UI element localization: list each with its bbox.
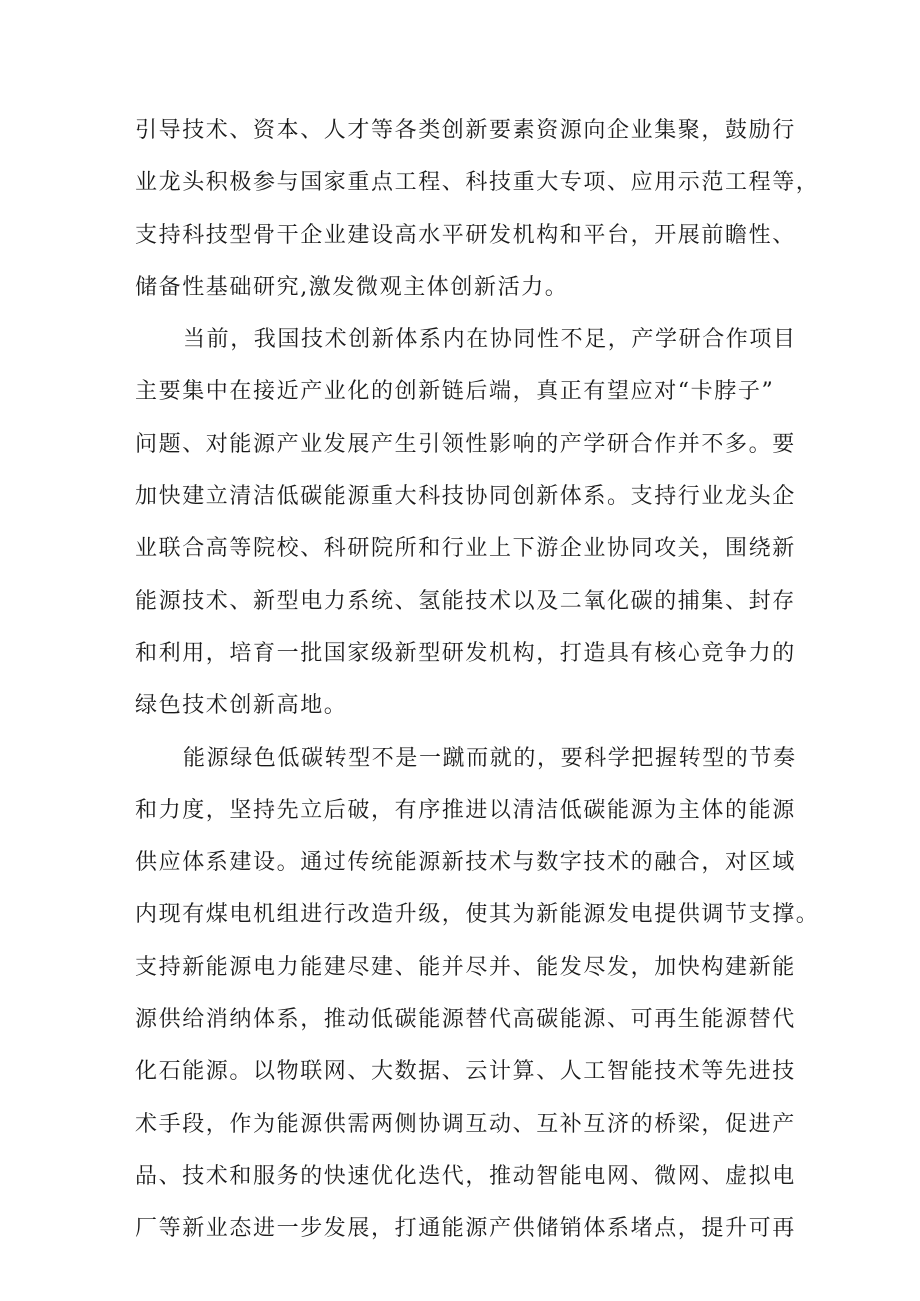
- paragraph-1: [135, 105, 820, 314]
- text-line: 业联合高等院校、科研院所和行业上下游企业协同攻关，围绕新: [135, 536, 796, 562]
- text-line: 能源绿色低碳转型不是一蹴而就的，要科学把握转型的节奏: [183, 745, 797, 771]
- text-line: 品、技术和服务的快速优化迭代，推动智能电网、微网、虚拟电: [135, 1163, 796, 1189]
- text-line: 主要集中在接近产业化的创新链后端，真正有望应对“卡脖子”: [135, 379, 775, 405]
- text-line: 储备性基础研究,激发微观主体创新活力。: [135, 274, 569, 300]
- text-line: 当前，我国技术创新体系内在协同性不足，产学研合作项目: [183, 327, 797, 353]
- text-line: 厂等新业态进一步发展，打通能源产供储销体系堵点，提升可再: [135, 1216, 796, 1242]
- text-line: 绿色技术创新高地。: [135, 693, 348, 719]
- paragraph-2: [135, 314, 805, 732]
- text-line: 支持科技型骨干企业建设高水平研发机构和平台，开展前瞻性、: [135, 222, 796, 248]
- text-line: 支持新能源电力能建尽建、能并尽并、能发尽发，加快构建新能: [135, 954, 796, 980]
- document-body: [135, 105, 820, 1256]
- text-line: 和力度，坚持先立后破，有序推进以清洁低碳能源为主体的能源: [135, 797, 796, 823]
- text-line: 和利用，培育一批国家级新型研发机构，打造具有核心竞争力的: [135, 640, 796, 666]
- text-line: 内现有煤电机组进行改造升级，使其为新能源发电提供调节支撑。: [135, 902, 820, 928]
- text-line: 术手段，作为能源供需两侧协调互动、互补互济的桥梁，促进产: [135, 1111, 796, 1137]
- text-line: 问题、对能源产业发展产生引领性影响的产学研合作并不多。要: [135, 431, 796, 457]
- text-line: 供应体系建设。通过传统能源新技术与数字技术的融合，对区域: [135, 850, 796, 876]
- text-line: 化石能源。以物联网、大数据、云计算、人工智能技术等先进技: [135, 1059, 796, 1085]
- text-line: 加快建立清洁低碳能源重大科技协同创新体系。支持行业龙头企: [135, 484, 796, 510]
- text-line: 源供给消纳体系，推动低碳能源替代高碳能源、可再生能源替代: [135, 1007, 796, 1033]
- text-line: 引导技术、资本、人才等各类创新要素资源向企业集聚，鼓励行: [135, 118, 796, 143]
- text-line: 业龙头积极参与国家重点工程、科技重大专项、应用示范工程等，: [135, 170, 820, 196]
- text-line: 能源技术、新型电力系统、氢能技术以及二氧化碳的捕集、封存: [135, 588, 796, 614]
- paragraph-3: [135, 733, 820, 1256]
